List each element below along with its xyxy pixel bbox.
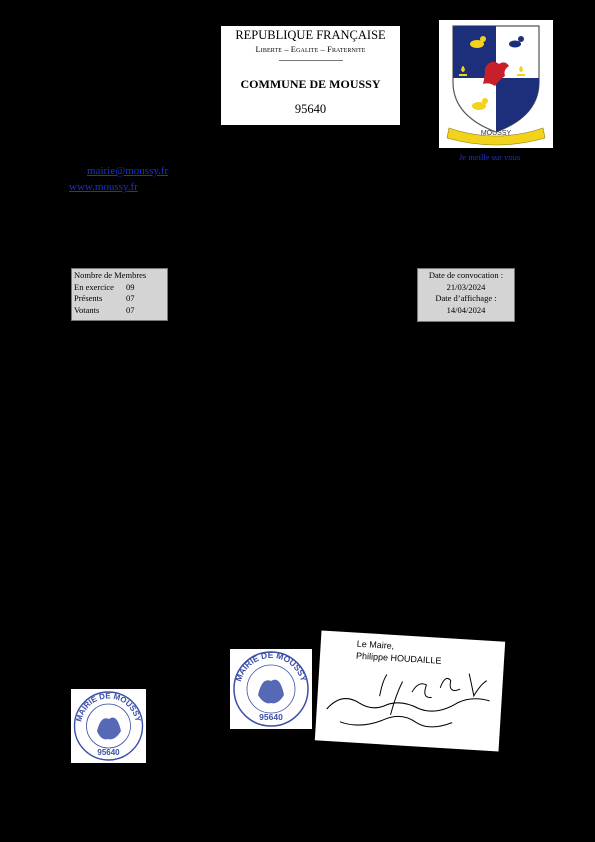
handwritten-signature <box>319 657 500 748</box>
mairie-stamp-center <box>230 649 312 729</box>
signature-card <box>315 630 505 751</box>
members-box <box>71 268 168 321</box>
website-link[interactable]: www.moussy.fr <box>69 181 138 193</box>
signature-title: Le Maire, <box>356 638 395 651</box>
coat-ribbon-text: MOUSSY <box>480 130 512 137</box>
signature-name: Philippe HOUDAILLE <box>355 650 442 666</box>
members-value: 07 <box>126 293 135 303</box>
members-value: 09 <box>126 281 135 292</box>
svg-text:MAIRIE DE MOUSSY <box>233 650 309 683</box>
postal-code: 95640 <box>294 102 327 116</box>
coat-of-arms <box>439 20 553 148</box>
stamp-seal-icon <box>230 649 312 729</box>
stamp-text: MAIRIE DE MOUSSY <box>74 691 143 723</box>
members-label: Présents <box>74 293 103 303</box>
commune-name: COMMUNE DE MOUSSY <box>240 77 381 91</box>
members-row <box>74 282 165 294</box>
affichage-date: 14/04/2024 <box>446 304 486 315</box>
dates-box <box>417 268 515 322</box>
header-box <box>221 26 400 125</box>
affichage-label: Date d’affichage : <box>435 293 497 303</box>
stamp-seal-icon <box>71 689 146 763</box>
stamp-code: 95640 <box>97 748 120 757</box>
republic-title: REPUBLIQUE FRANÇAISE <box>235 28 386 42</box>
mairie-stamp-left <box>71 689 146 763</box>
republic-motto: Liberte – Egalite – Fraternite <box>255 44 366 54</box>
email-link[interactable]: mairie@moussy.fr <box>87 165 169 177</box>
convocation-date: 21/03/2024 <box>446 281 486 292</box>
coat-of-arms-icon <box>439 20 553 148</box>
members-value: 07 <box>126 304 135 315</box>
tagline: Je meille sur vous <box>459 152 521 162</box>
svg-text:MAIRIE DE MOUSSY <box>74 691 142 723</box>
members-row <box>74 305 165 317</box>
members-row <box>74 293 165 305</box>
members-label: En exercice <box>74 281 114 292</box>
members-label: Votants <box>74 304 100 315</box>
members-title: Nombre de Membres <box>74 270 147 280</box>
header-divider <box>279 60 343 61</box>
stamp-code: 95640 <box>259 712 283 722</box>
convocation-label: Date de convocation : <box>428 270 504 280</box>
stamp-text: MAIRIE DE MOUSSY <box>233 649 309 683</box>
